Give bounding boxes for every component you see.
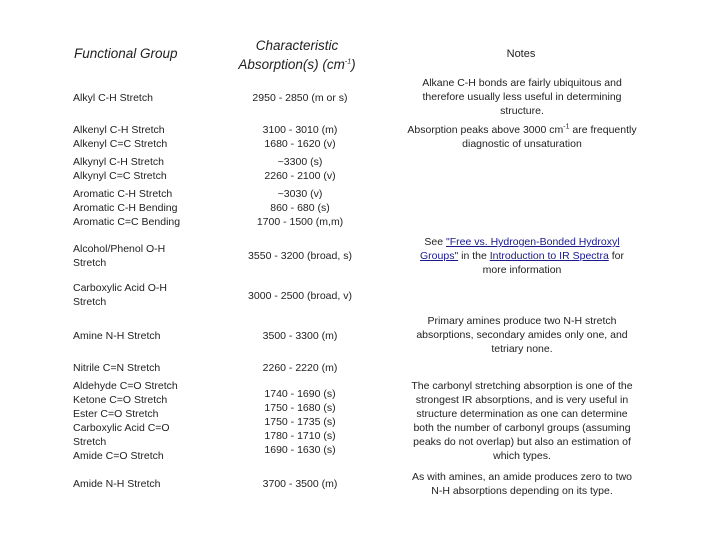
note-text: Absorption peaks above 3000 cm <box>407 124 564 136</box>
note-line: diagnostic of unsaturation <box>462 138 582 150</box>
group-line: Alkynyl C=C Stretch <box>73 170 167 182</box>
amide-nh-absorption <box>225 477 375 491</box>
group-line: Aldehyde C=O Stretch <box>73 380 178 392</box>
group-line: Amide N-H Stretch <box>73 478 161 490</box>
note-sup: -1 <box>563 123 570 131</box>
alkenyl-absorption <box>225 123 375 151</box>
note-text: for <box>608 250 624 262</box>
group-line: Stretch <box>73 296 107 308</box>
absorption-line: 3000 - 2500 (broad, v) <box>248 290 352 302</box>
header-characteristic-text: Absorption(s) (cm <box>238 57 345 72</box>
note-line: Primary amines produce two N-H stretch <box>427 315 617 327</box>
amide-note <box>396 470 648 498</box>
group-line: Alcohol/Phenol O-H <box>73 243 166 255</box>
header-functional-group: Functional Group <box>74 46 178 61</box>
group-line: Amide C=O Stretch <box>73 450 164 462</box>
hydroxyl-note <box>396 235 648 277</box>
absorption-line: 1690 - 1630 (s) <box>264 444 336 456</box>
carbonyl-group <box>73 379 213 463</box>
header-characteristic-absorption <box>222 36 372 74</box>
header-characteristic-line2 <box>222 55 372 74</box>
amines-note <box>396 314 648 356</box>
absorption-line: 3550 - 3200 (broad, s) <box>248 250 352 262</box>
note-line: both the number of carbonyl groups (assuming <box>413 422 631 434</box>
group-line: Ester C=O Stretch <box>73 408 159 420</box>
absorption-line: 2260 - 2220 (m) <box>262 362 338 374</box>
note-line <box>396 123 648 137</box>
amine-absorption <box>225 329 375 343</box>
note-line: Alkane C-H bonds are fairly ubiquitous and <box>422 77 622 89</box>
note-line: absorptions, secondary amides only one, and <box>416 329 628 341</box>
carboxylic-group <box>73 281 213 309</box>
header-characteristic-line1: Characteristic <box>255 38 339 53</box>
absorption-line: 1740 - 1690 (s) <box>264 388 336 400</box>
group-line: Ketone C=O Stretch <box>73 394 168 406</box>
group-line: Alkenyl C-H Stretch <box>73 124 165 136</box>
absorption-line: 3500 - 3300 (m) <box>262 330 338 342</box>
aromatic-absorption <box>225 187 375 229</box>
carbonyl-note <box>396 379 648 463</box>
header-characteristic-close: ) <box>351 57 356 72</box>
note-text: in the <box>458 250 490 262</box>
absorption-line: 1780 - 1710 (s) <box>264 430 336 442</box>
note-line <box>396 249 648 263</box>
unsaturation-note <box>396 123 648 151</box>
group-line: Carboxylic Acid O-H <box>73 282 167 294</box>
amide-nh-group <box>73 477 213 491</box>
absorption-line: 1680 - 1620 (v) <box>264 138 336 150</box>
group-line: Stretch <box>73 257 107 269</box>
group-line: Carboxylic Acid C=O <box>73 422 170 434</box>
note-line: structure. <box>500 105 544 117</box>
free-vs-hbonded-link[interactable]: Groups" <box>420 250 459 262</box>
note-line: peaks do not overlap) but also an estimation of <box>413 436 631 448</box>
group-line: Alkyl C-H Stretch <box>73 92 153 104</box>
note-line: therefore usually less useful in determining <box>422 91 622 103</box>
absorption-line: 3700 - 3500 (m) <box>262 478 338 490</box>
free-vs-hbonded-link[interactable]: "Free vs. Hydrogen-Bonded Hydroxyl <box>446 236 620 248</box>
absorption-line: 2950 - 2850 (m or s) <box>252 92 348 104</box>
group-line: Stretch <box>73 436 107 448</box>
alcohol-absorption <box>225 249 375 263</box>
note-line: structure determination as one can determine <box>416 408 628 420</box>
aromatic-group <box>73 187 213 229</box>
alkynyl-absorption <box>225 155 375 183</box>
absorption-line: 860 - 680 (s) <box>270 202 330 214</box>
group-line: Aromatic C=C Bending <box>73 216 181 228</box>
note-text: See <box>424 236 447 248</box>
amine-group <box>73 329 213 343</box>
alkane-note <box>396 76 648 118</box>
absorption-line: ~3030 (v) <box>277 188 323 200</box>
alkynyl-group <box>73 155 213 183</box>
alkyl-group <box>73 91 213 105</box>
group-line: Amine N-H Stretch <box>73 330 161 342</box>
absorption-line: 1700 - 1500 (m,m) <box>256 216 344 228</box>
alkyl-absorption <box>225 91 375 105</box>
absorption-line: 1750 - 1735 (s) <box>264 416 336 428</box>
note-line: The carbonyl stretching absorption is one of the <box>411 380 633 392</box>
note-line <box>396 235 648 249</box>
carbonyl-absorption <box>225 387 375 457</box>
group-line: Aromatic C-H Bending <box>73 202 178 214</box>
nitrile-group <box>73 361 213 375</box>
note-line: N-H absorptions depending on its type. <box>431 485 613 497</box>
note-line: which types. <box>493 450 551 462</box>
note-line: As with amines, an amide produces zero to two <box>411 471 633 483</box>
group-line: Nitrile C=N Stretch <box>73 362 161 374</box>
header-notes: Notes <box>506 48 536 60</box>
absorption-line: ~3300 (s) <box>277 156 323 168</box>
alkenyl-group <box>73 123 213 151</box>
note-line: tetriary none. <box>491 343 553 355</box>
group-line: Aromatic C-H Stretch <box>73 188 173 200</box>
note-text: are frequently <box>569 124 637 136</box>
header-characteristic-sup: -1 <box>344 58 352 66</box>
absorption-line: 1750 - 1680 (s) <box>264 402 336 414</box>
group-line: Alkenyl C=C Stretch <box>73 138 168 150</box>
note-line: strongest IR absorptions, and is very useful in <box>415 394 629 406</box>
nitrile-absorption <box>225 361 375 375</box>
carboxylic-absorption <box>225 289 375 303</box>
intro-ir-spectra-link[interactable]: Introduction to IR Spectra <box>489 250 609 262</box>
note-line: more information <box>482 264 562 276</box>
absorption-line: 2260 - 2100 (v) <box>264 170 336 182</box>
absorption-line: 3100 - 3010 (m) <box>262 124 338 136</box>
group-line: Alkynyl C-H Stretch <box>73 156 165 168</box>
alcohol-group <box>73 242 213 270</box>
